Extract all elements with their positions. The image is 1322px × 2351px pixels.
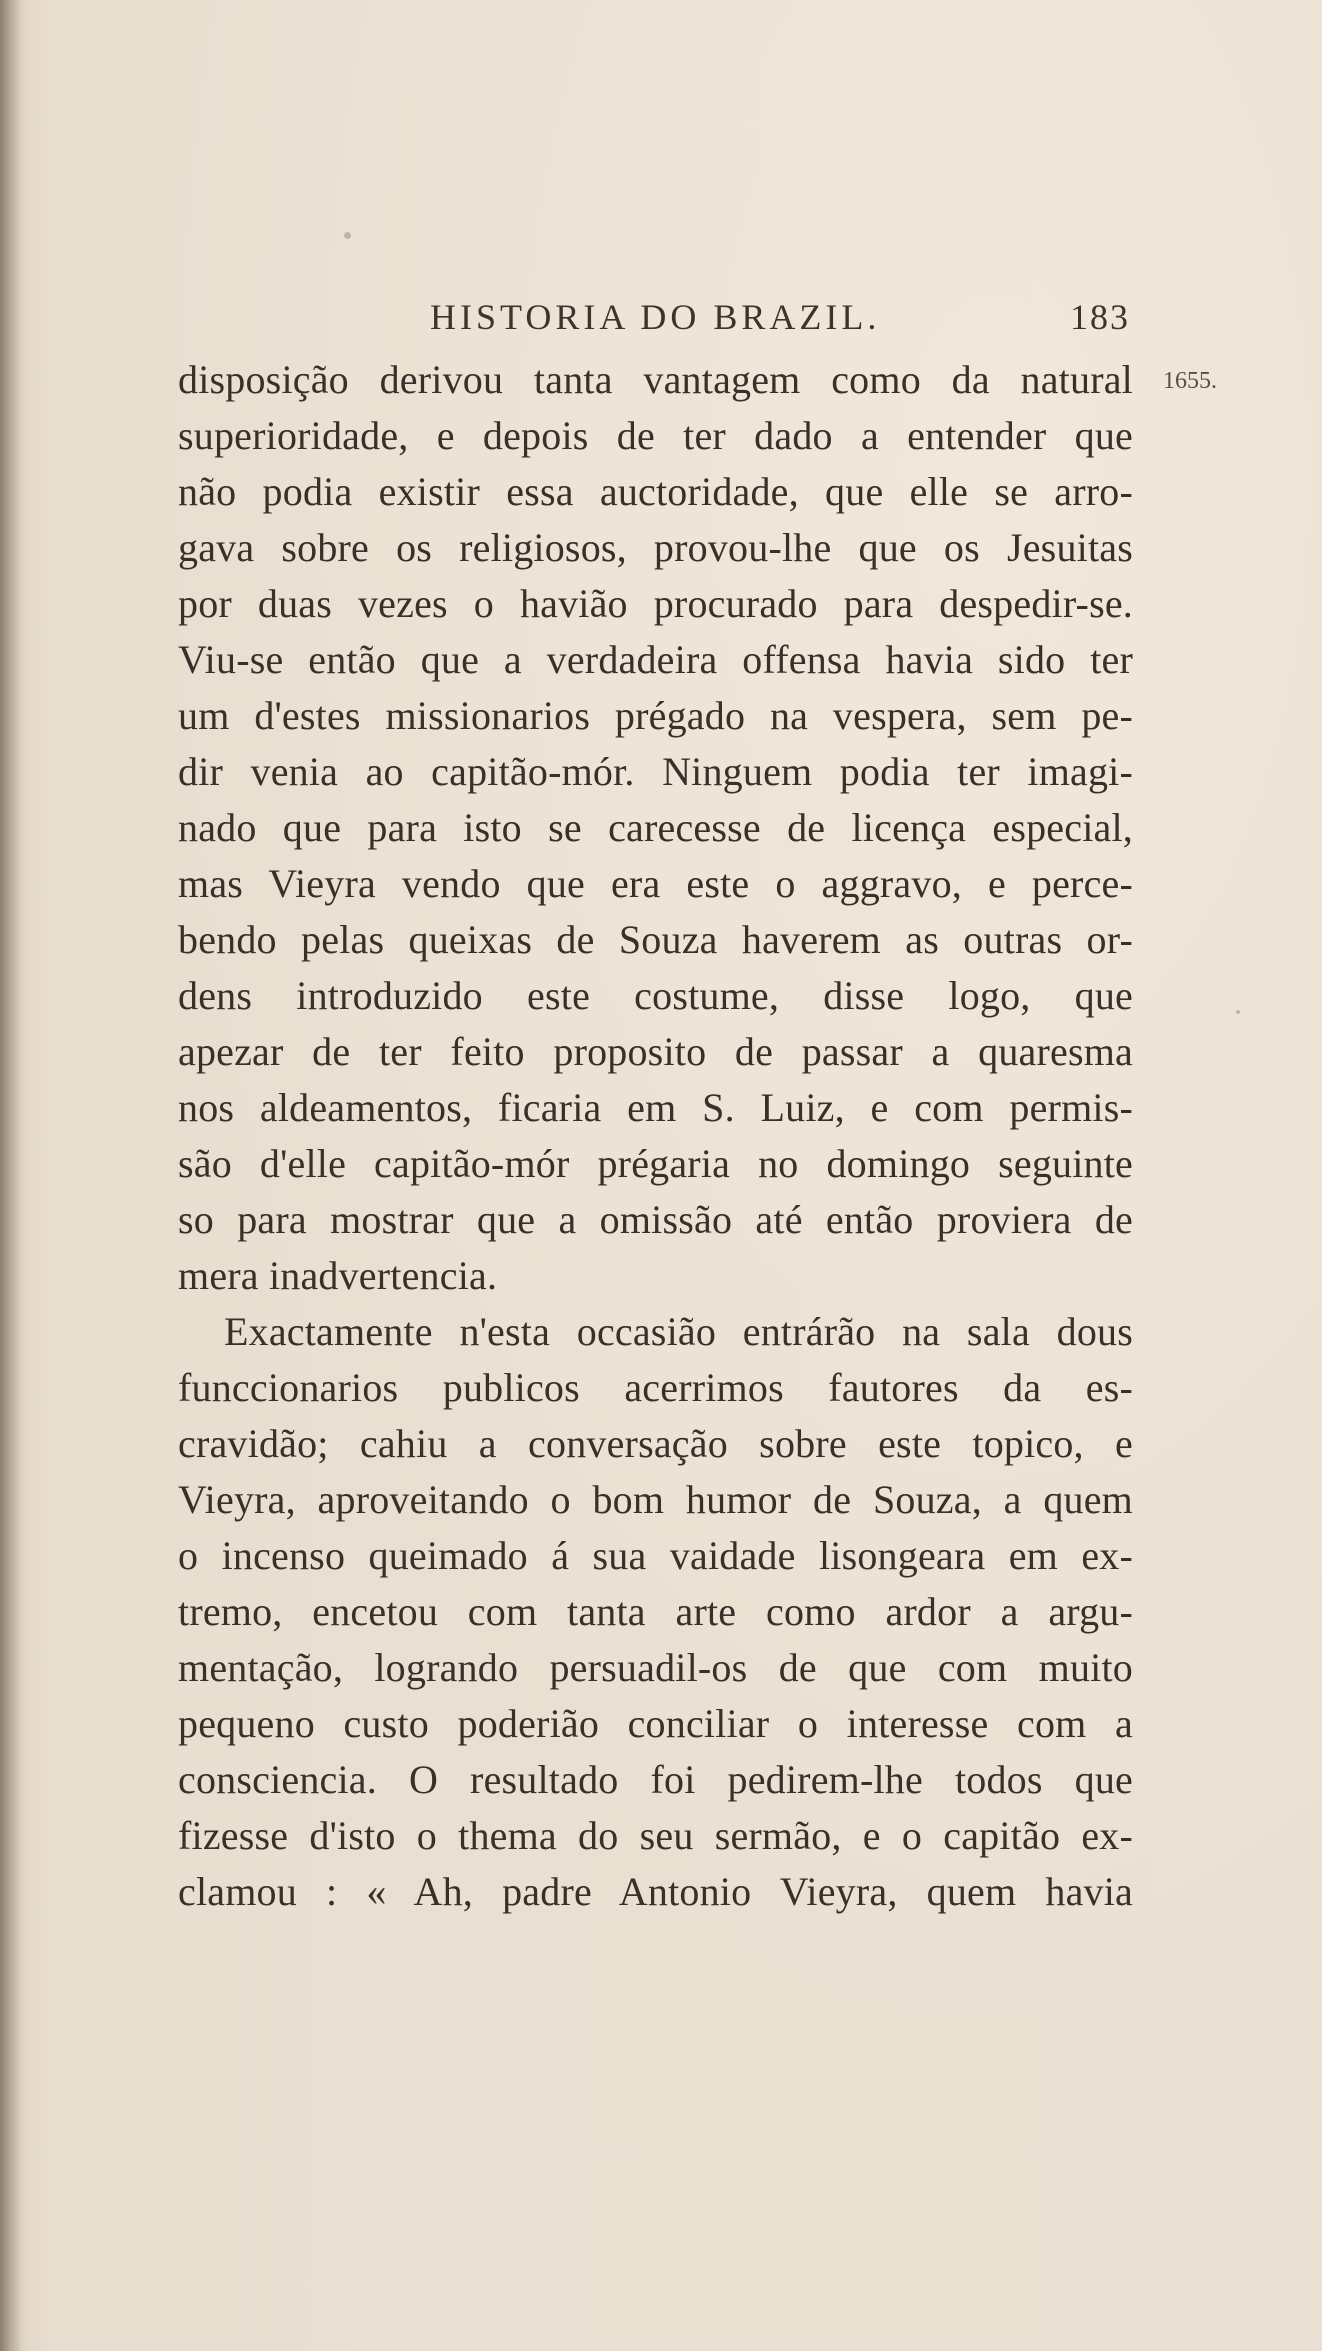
text-line: Vieyra, aproveitando o bom humor de Souza, a quem — [178, 1477, 1133, 1522]
text-line: disposição derivou tanta vantagem como da natural — [178, 357, 1133, 402]
text-line: tremo, encetou com tanta arte como ardor a argu- — [178, 1589, 1133, 1634]
text-line: bendo pelas queixas de Souza haverem as outras or- — [178, 917, 1133, 962]
text-line: dir venia ao capitão-mór. Ninguem podia ter imagi- — [178, 749, 1133, 794]
paragraph-start-line: Exactamente n'esta occasião entrárão na sala dous — [224, 1309, 1133, 1354]
text-line: mentação, logrando persuadil-os de que com muito — [178, 1645, 1133, 1690]
text-line: não podia existir essa auctoridade, que elle se arro- — [178, 469, 1133, 514]
text-line: superioridade, e depois de ter dado a entender que — [178, 413, 1133, 458]
paper-spot — [1236, 1010, 1240, 1014]
text-line: nos aldeamentos, ficaria em S. Luiz, e com permis- — [178, 1085, 1133, 1130]
binding-shadow — [0, 0, 22, 2351]
running-head: HISTORIA DO BRAZIL. — [430, 297, 881, 337]
page-number: 183 — [1070, 297, 1130, 337]
text-line: nado que para isto se carecesse de licença especial, — [178, 805, 1133, 850]
text-line: pequeno custo poderião conciliar o interesse com a — [178, 1701, 1133, 1746]
text-line: consciencia. O resultado foi pedirem-lhe todos que — [178, 1757, 1133, 1802]
text-line: cravidão; cahiu a conversação sobre este topico, e — [178, 1421, 1133, 1466]
text-line: por duas vezes o havião procurado para despedir-se. — [178, 581, 1133, 626]
page-header — [430, 296, 1130, 348]
paper-spot — [344, 232, 351, 239]
text-line: são d'elle capitão-mór prégaria no domingo seguinte — [178, 1141, 1133, 1186]
text-line: gava sobre os religiosos, provou-lhe que os Jesuitas — [178, 525, 1133, 570]
text-line: o incenso queimado á sua vaidade lisongeara em ex- — [178, 1533, 1133, 1578]
text-line: um d'estes missionarios prégado na vespera, sem pe- — [178, 693, 1133, 738]
text-line: funccionarios publicos acerrimos fautores da es- — [178, 1365, 1133, 1410]
text-line: clamou : « Ah, padre Antonio Vieyra, quem havia — [178, 1869, 1133, 1914]
text-line: fizesse d'isto o thema do seu sermão, e o capitão ex- — [178, 1813, 1133, 1858]
text-line: dens introduzido este costume, disse logo, que — [178, 973, 1133, 1018]
text-line: Viu-se então que a verdadeira offensa havia sido ter — [178, 637, 1133, 682]
paragraph-end-line: mera inadvertencia. — [178, 1253, 498, 1298]
text-line: apezar de ter feito proposito de passar a quaresma — [178, 1029, 1133, 1074]
text-line: mas Vieyra vendo que era este o aggravo, e perce- — [178, 861, 1133, 906]
margin-year-note: 1655. — [1163, 368, 1217, 394]
text-line: so para mostrar que a omissão até então proviera de — [178, 1197, 1133, 1242]
body-text — [178, 352, 1133, 1920]
